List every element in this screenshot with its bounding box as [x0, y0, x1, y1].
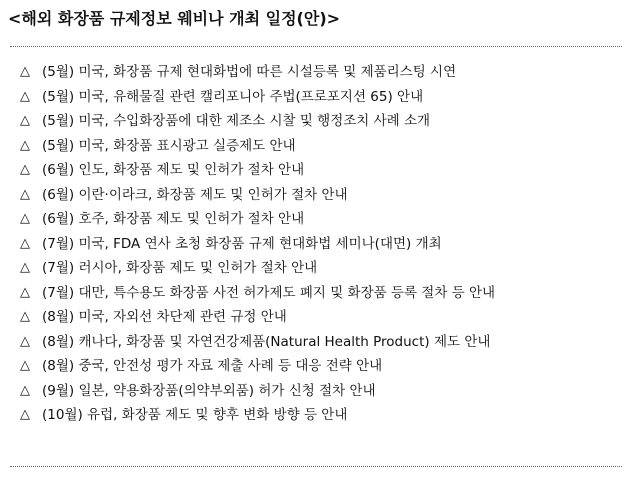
triangle-bullet-icon: △: [20, 88, 30, 104]
list-item-text: (8월) 캐나다, 화장품 및 자연건강제품(Natural Health Product) 제도 안내: [42, 333, 491, 350]
list-item-text: (7월) 러시아, 화장품 제도 및 인허가 절차 안내: [42, 260, 318, 276]
triangle-bullet-icon: △: [20, 211, 30, 226]
list-item-text: (6월) 인도, 화장품 제도 및 인허가 절차 안내: [42, 162, 305, 178]
list-item: [0, 256, 630, 281]
triangle-bullet-icon: △: [20, 186, 30, 202]
bottom-dotted-divider: [10, 466, 622, 467]
list-item: [0, 354, 630, 379]
list-item-text: (8월) 중국, 안전성 평가 자료 제출 사례 등 대응 전략 안내: [42, 358, 383, 374]
list-item: [0, 60, 630, 85]
list-item-text: (7월) 미국, FDA 연사 초청 화장품 규제 현대화법 세미나(대면) 개최: [42, 235, 442, 252]
list-item-text: (7월) 대만, 특수용도 화장품 사전 허가제도 폐지 및 화장품 등록 절차 등 안내: [42, 284, 496, 301]
triangle-bullet-icon: △: [20, 382, 30, 398]
list-item: [0, 134, 630, 159]
list-item: [0, 183, 630, 208]
list-item-text: (5월) 미국, 수입화장품에 대한 제조소 시찰 및 행정조치 사례 소개: [42, 113, 431, 129]
triangle-bullet-icon: △: [20, 407, 30, 422]
list-item: [0, 403, 630, 428]
triangle-bullet-icon: △: [20, 162, 30, 177]
list-item-text: (5월) 미국, 화장품 규제 현대화법에 따른 시설등록 및 제품리스팅 시연: [42, 64, 457, 80]
triangle-bullet-icon: △: [20, 333, 30, 349]
list-item-text: (10월) 유럽, 화장품 제도 및 향후 변화 방향 등 안내: [42, 407, 348, 423]
list-item-text: (9월) 일본, 약용화장품(의약부외품) 허가 신청 절차 안내: [42, 382, 376, 399]
list-item: [0, 281, 630, 306]
triangle-bullet-icon: △: [20, 235, 30, 251]
schedule-list: [0, 60, 630, 428]
triangle-bullet-icon: △: [20, 358, 30, 373]
list-item-text: (5월) 미국, 화장품 표시광고 실증제도 안내: [42, 137, 296, 154]
top-dotted-divider: [10, 46, 622, 47]
list-item: [0, 85, 630, 110]
document-title: <해외 화장품 규제정보 웨비나 개최 일정(안)>: [8, 9, 341, 28]
list-item-text: (5월) 미국, 유해물질 관련 캘리포니아 주법(프로포지션 65) 안내: [42, 88, 424, 105]
triangle-bullet-icon: △: [20, 64, 30, 79]
list-item: [0, 232, 630, 257]
list-item: [0, 379, 630, 404]
triangle-bullet-icon: △: [20, 309, 30, 324]
list-item-text: (6월) 이란·이라크, 화장품 제도 및 인허가 절차 안내: [42, 186, 348, 203]
list-item: [0, 305, 630, 330]
list-item: [0, 158, 630, 183]
list-item-text: (8월) 미국, 자외선 차단제 관련 규정 안내: [42, 309, 287, 325]
list-item-text: (6월) 호주, 화장품 제도 및 인허가 절차 안내: [42, 211, 305, 227]
triangle-bullet-icon: △: [20, 137, 30, 153]
triangle-bullet-icon: △: [20, 284, 30, 300]
list-item: [0, 207, 630, 232]
list-item: [0, 109, 630, 134]
triangle-bullet-icon: △: [20, 260, 30, 275]
triangle-bullet-icon: △: [20, 113, 30, 128]
list-item: [0, 330, 630, 355]
